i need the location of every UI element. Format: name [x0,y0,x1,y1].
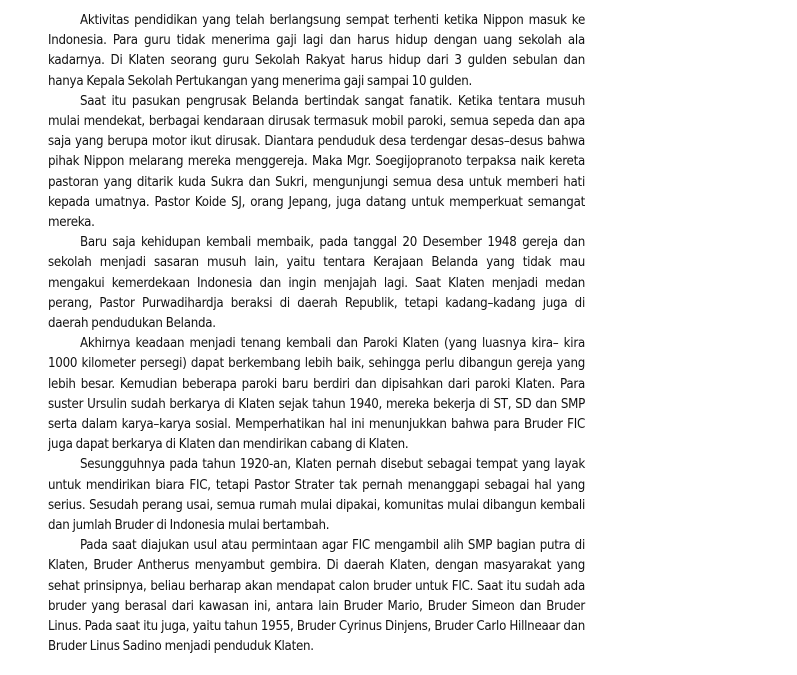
paragraph-1: Aktivitas pendidikan yang telah berlangsung sempat terhenti ketika Nippon masuk ke Indonesia. Para guru tidak menerima gaji lagi dan harus hidup dengan uang sekolah ala kadarnya. Di Klaten seorang guru Sekolah Rakyat harus hidup dari 3 gulden sebulan dan hanya Kepala Sekolah Pertukangan yang menerima gaji sampai 10 gulden. [48,13,585,89]
paragraph-2: Saat itu pasukan pengrusak Belanda bertindak sangat fanatik. Ketika tentara musuh mulai mendekat, berbagai kendaraan dirusak termasuk mobil paroki, semua sepeda dan apa saja yang berupa motor ikut dirusak. Diantara penduduk desa terdengar desas–desus bahwa pihak Nippon melarang mereka menggereja. Maka Mgr. Soegijopranoto terpaksa naik kereta pastoran yang ditarik kuda Sukra dan Sukri, mengunjungi semua desa untuk memberi hati kepada umatnya. Pastor Koide SJ, orang Jepang, juga datang untuk memperkuat semangat mereka. [48,93,585,231]
paragraph-3: Baru saja kehidupan kembali membaik, pada tanggal 20 Desember 1948 gereja dan sekolah menjadi sasaran musuh lain, yaitu tentara Kerajaan Belanda yang tidak mau mengakui kemerdekaan Indonesia dan ingin menjajah lagi. Saat Klaten menjadi medan perang, Pastor Purwadihardja beraksi di daerah Republik, tetapi kadang–kadang juga di daerah pendudukan Belanda. [48,235,585,332]
paragraph-5: Sesungguhnya pada tahun 1920-an, Klaten pernah disebut sebagai tempat yang layak untuk mendirikan biara FIC, tetapi Pastor Strater tak pernah menanggapi sebagai hal yang serius. Sesudah perang usai, semua rumah mulai dipakai, komunitas mulai dibangun kembali dan jumlah Bruder di Indonesia mulai bertambah. [48,457,585,534]
paragraph-4: Akhirnya keadaan menjadi tenang kembali dan Paroki Klaten (yang luasnya kira– kira 1000 kilometer persegi) dapat berkembang lebih baik, sehingga perlu dibangun gereja yang lebih besar. Kemudian beberapa paroki baru berdiri dan dipisahkan dari paroki Klaten. Para suster Ursulin sudah berkarya di Klaten sejak tahun 1940, mereka bekerja di ST, SD dan SMP serta dalam karya–karya sosial. Memperhatikan hal ini menunjukkan bahwa para Bruder FIC juga dapat berkarya di Klaten dan mendirikan cabang di Klaten. [48,336,585,453]
document-page [48,0,585,658]
paragraph-6: Pada saat diajukan usul atau permintaan agar FIC mengambil alih SMP bagian putra di Klaten, Bruder Antherus menyambut gembira. Di daerah Klaten, dengan masyarakat yang sehat prinsipnya, beliau berharap akan mendapat calon bruder untuk FIC. Saat itu sudah ada bruder yang berasal dari kawasan ini, antara lain Bruder Mario, Bruder Simeon dan Bruder Linus. Pada saat itu juga, yaitu tahun 1955, Bruder Cyrinus Dinjens, Bruder Carlo Hillneaar dan Bruder Linus Sadino menjadi penduduk Klaten. [48,538,585,655]
